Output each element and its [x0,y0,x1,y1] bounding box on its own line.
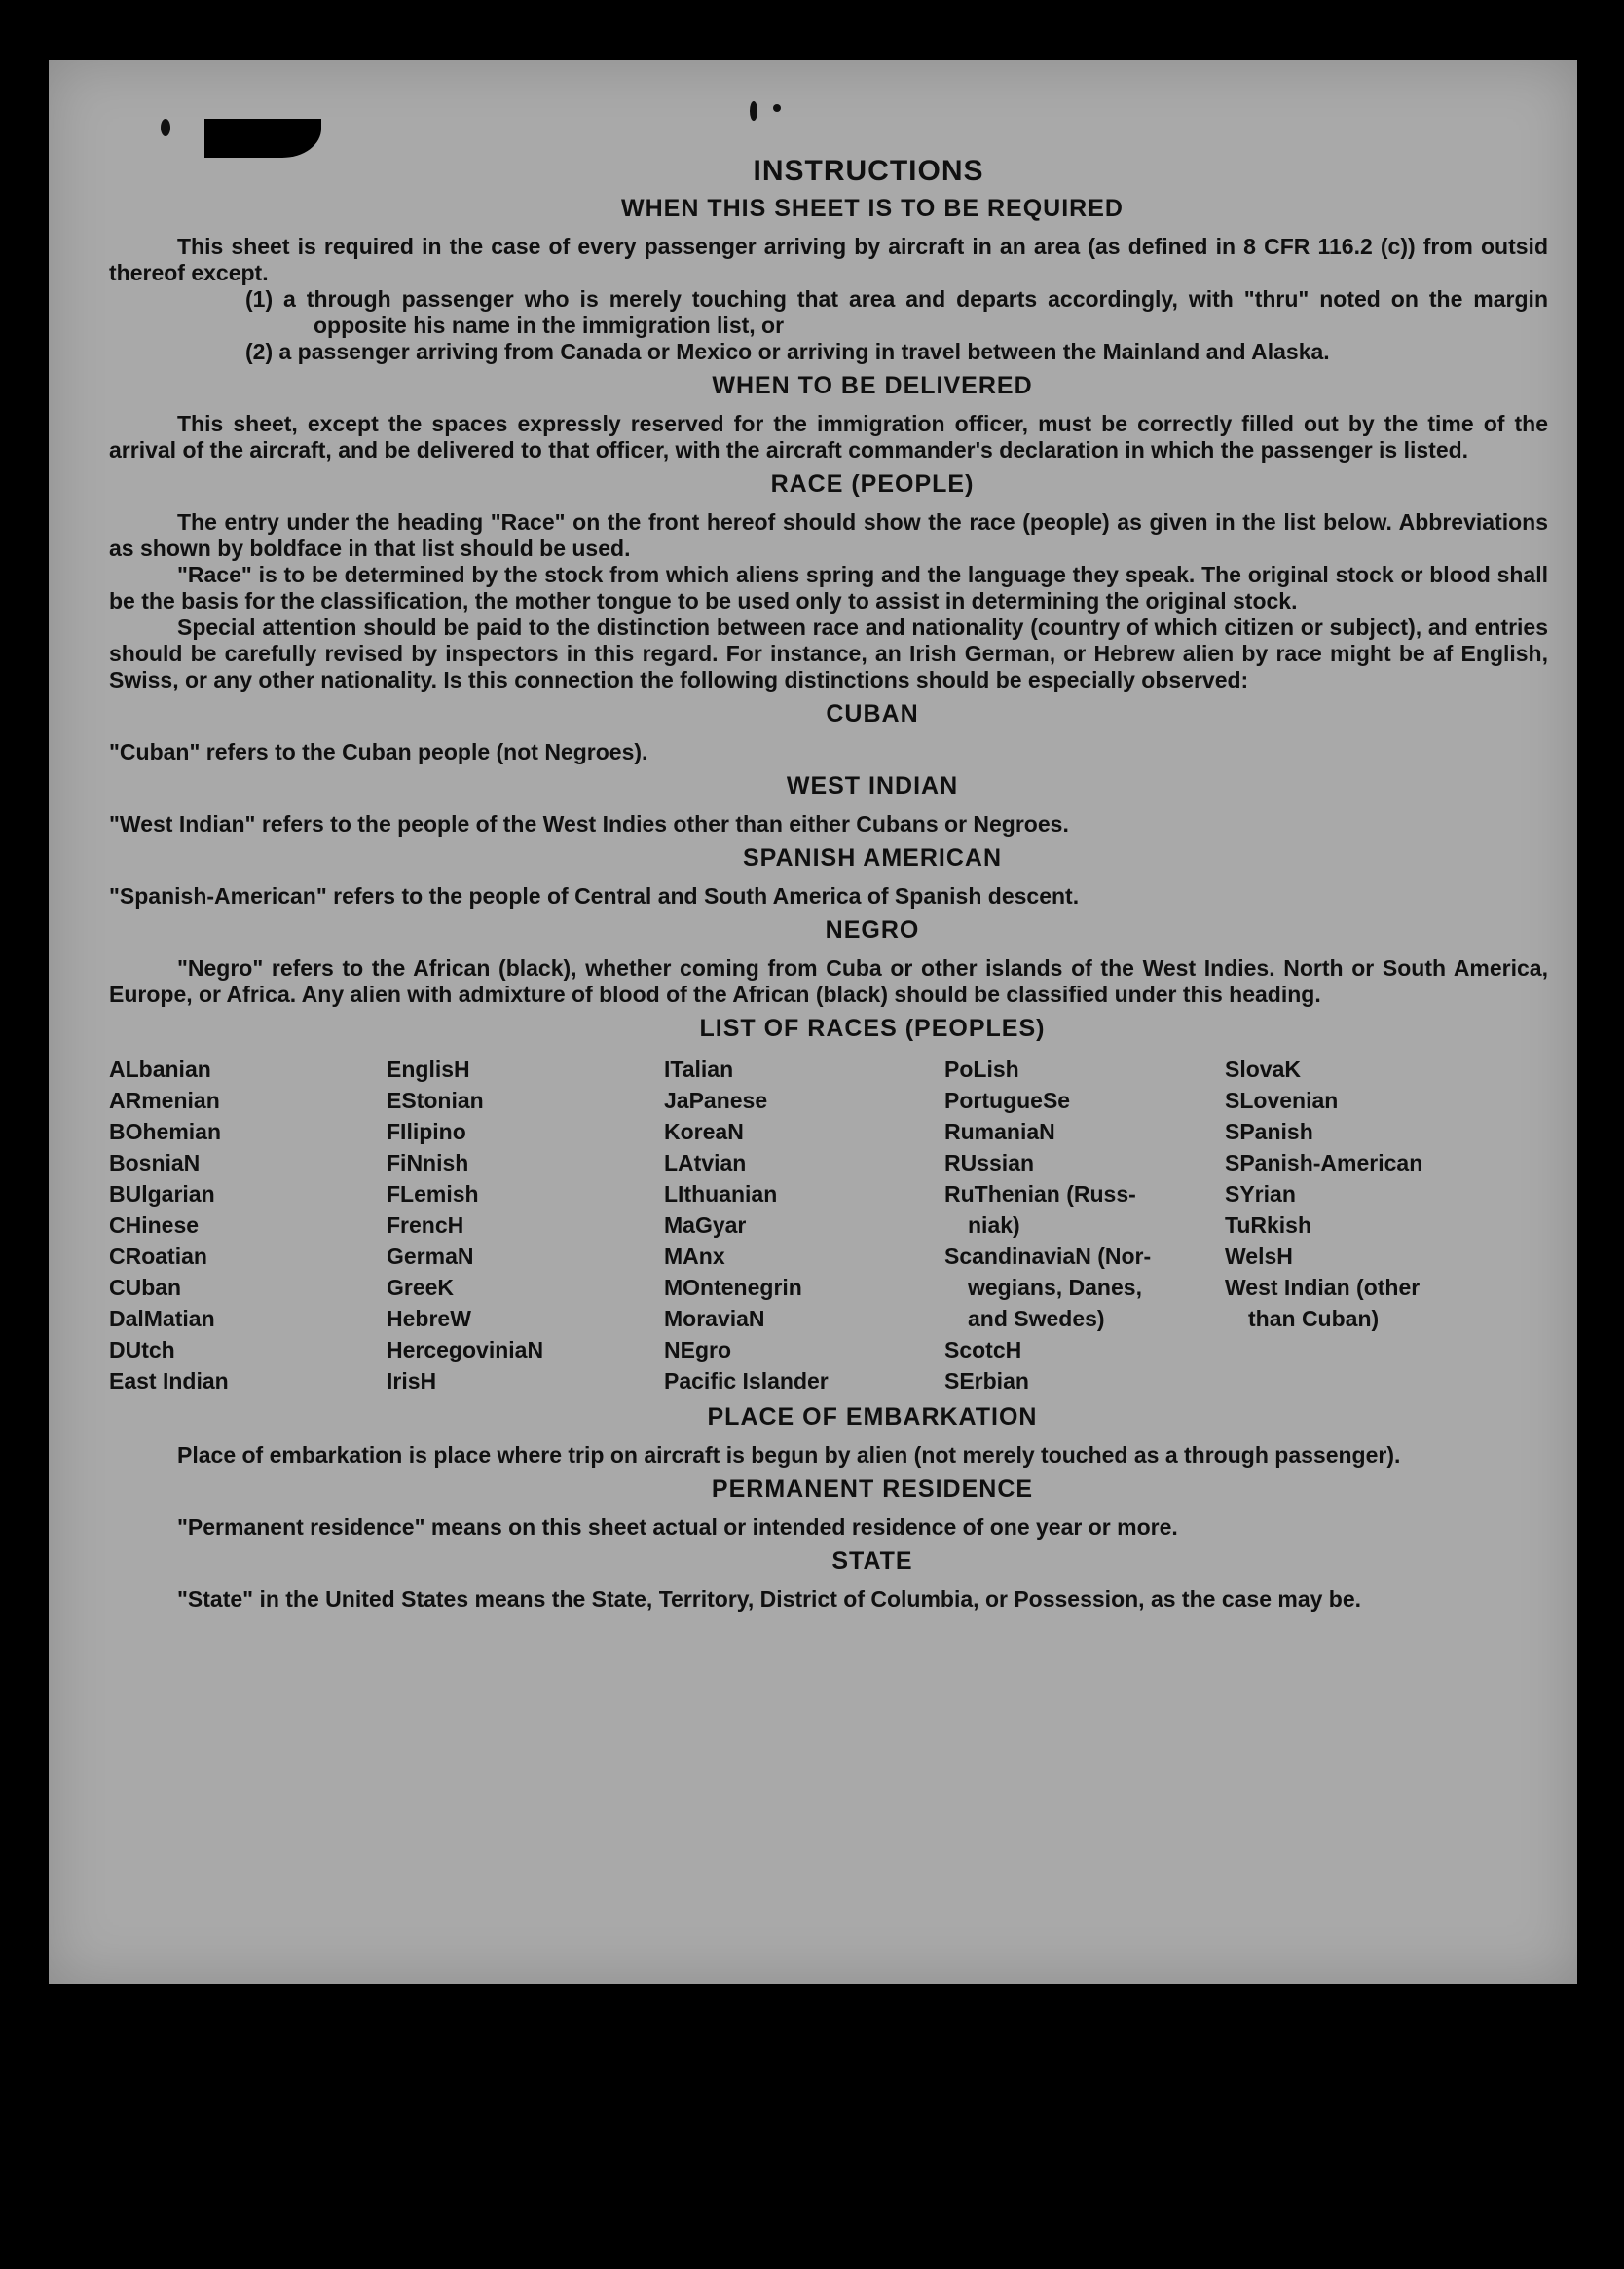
section-heading-cuban: CUBAN [826,700,919,727]
torn-corner [204,119,321,158]
race-entry: Pacific Islander [664,1368,829,1394]
section-heading-embarkation: PLACE OF EMBARKATION [707,1403,1038,1431]
required-intro: This sheet is required in the case of every passenger arriving by aircraft in an area (as defined in 8 CFR 116.2 (c)) from outsid thereof except. [109,234,1548,285]
races-column-5 [1225,1054,1517,1396]
race-paragraph-3: Special attention should be paid to the distinction between race and nationality (country of which citizen or subject), and entries should be carefully revised by inspectors in this regard. For instance, an Irish German, or Hebrew alien by race might be af English, Swiss, or any other nationality. Is this connection the following distinctions should be especially observed: [109,614,1548,692]
races-column-1 [109,1054,387,1396]
west-indian-text: "West Indian" refers to the people of the West Indies other than either Cubans or Negroes. [109,811,1069,837]
race-entry: West Indian (other [1225,1275,1421,1300]
race-entry: BUlgarian [109,1181,215,1207]
race-entry: CUban [109,1275,182,1300]
race-entry: East Indian [109,1368,229,1394]
race-entry: FLemish [387,1181,479,1207]
race-entry: SErbian [944,1368,1029,1394]
race-entry: ScotcH [944,1337,1022,1362]
race-entry: wegians, Danes, [968,1275,1142,1300]
section-heading-race: RACE (PEOPLE) [770,470,975,498]
race-entry: TuRkish [1225,1212,1312,1238]
race-entry: PortugueSe [944,1088,1071,1113]
section-heading-spanish-american: SPANISH AMERICAN [742,844,1002,872]
race-entry: IrisH [387,1368,437,1394]
race-entry: MoraviaN [664,1306,765,1331]
race-entry: SlovaK [1225,1057,1301,1082]
section-heading-delivered: WHEN TO BE DELIVERED [712,372,1033,399]
section-heading-residence: PERMANENT RESIDENCE [711,1475,1034,1503]
race-entry: FIlipino [387,1119,466,1144]
race-entry: EnglisH [387,1057,470,1082]
race-entry: MaGyar [664,1212,747,1238]
state-text: "State" in the United States means the State, Territory, District of Columbia, or Possession, as the case may be. [177,1586,1362,1612]
race-entry: ALbanian [109,1057,211,1082]
races-list [109,1054,1548,1396]
section-heading-state: STATE [831,1547,913,1575]
race-entry: BOhemian [109,1119,222,1144]
required-item-2: (2) a passenger arriving from Canada or Mexico or arriving in travel between the Mainland and Alaska. [245,339,1330,364]
races-column-3 [664,1054,944,1396]
races-column-2 [387,1054,664,1396]
race-entry: CHinese [109,1212,200,1238]
race-entry: niak) [968,1212,1020,1238]
race-entry: RumaniaN [944,1119,1055,1144]
race-entry: DalMatian [109,1306,215,1331]
ink-spot [750,101,757,121]
instructions-content [109,155,1548,1613]
negro-text: "Negro" refers to the African (black), whether coming from Cuba or other islands of the West Indies. North or South America, Europe, or Africa. Any alien with admixture of blood of the African (black) should be classified under this heading. [109,955,1548,1007]
embarkation-text: Place of embarkation is place where trip on aircraft is begun by alien (not merely touched as a through passenger). [177,1442,1401,1468]
race-entry: ARmenian [109,1088,220,1113]
race-entry: FiNnish [387,1150,469,1175]
race-entry: WelsH [1225,1244,1293,1269]
race-entry: DUtch [109,1337,175,1362]
race-paragraph-1: The entry under the heading "Race" on the front hereof should show the race (people) as given in the list below. Abbreviations as shown by boldface in that list should be used. [109,509,1548,561]
race-entry: ScandinaviaN (Nor- [944,1244,1152,1269]
race-entry: MAnx [664,1244,725,1269]
races-column-4 [944,1054,1225,1396]
race-entry: than Cuban) [1248,1306,1380,1331]
race-entry: RUssian [944,1150,1035,1175]
spanish-american-text: "Spanish-American" refers to the people of Central and South America of Spanish descent. [109,883,1080,909]
race-entry: LIthuanian [664,1181,778,1207]
race-entry: KoreaN [664,1119,744,1144]
section-heading-west-indian: WEST INDIAN [786,772,959,800]
section-heading-list-of-races: LIST OF RACES (PEOPLES) [699,1015,1046,1042]
required-item-1: (1) a through passenger who is merely touching that area and departs accordingly, with "thru" noted on the margin opposite his name in the immigration list, or [245,286,1548,338]
race-entry: LAtvian [664,1150,747,1175]
race-entry: NEgro [664,1337,731,1362]
race-entry: JaPanese [664,1088,768,1113]
race-entry: and Swedes) [968,1306,1105,1331]
race-entry: SLovenian [1225,1088,1339,1113]
race-entry: PoLish [944,1057,1019,1082]
race-entry: BosniaN [109,1150,201,1175]
cuban-text: "Cuban" refers to the Cuban people (not Negroes). [109,739,648,764]
race-entry: RuThenian (Russ- [944,1181,1136,1207]
document-sheet [49,60,1577,1984]
residence-text: "Permanent residence" means on this sheet actual or intended residence of one year or more. [177,1514,1178,1540]
delivered-text: This sheet, except the spaces expressly reserved for the immigration officer, must be correctly filled out by the time of the arrival of the aircraft, and be delivered to that officer, with the aircraft commander's declaration in which the passenger is listed. [109,411,1548,463]
race-entry: FrencH [387,1212,464,1238]
race-entry: SYrian [1225,1181,1296,1207]
race-entry: ITalian [664,1057,734,1082]
ink-spot [773,104,781,112]
race-entry: GermaN [387,1244,474,1269]
race-entry: HercegoviniaN [387,1337,544,1362]
race-entry: CRoatian [109,1244,207,1269]
race-entry: MOntenegrin [664,1275,802,1300]
section-heading-negro: NEGRO [825,916,920,944]
race-paragraph-2: "Race" is to be determined by the stock from which aliens spring and the language they speak. The original stock or blood shall be the basis for the classification, the mother tongue to be used only to assist in determining the original stock. [109,562,1548,614]
race-entry: SPanish [1225,1119,1313,1144]
race-entry: HebreW [387,1306,471,1331]
race-entry: GreeK [387,1275,455,1300]
race-entry: EStonian [387,1088,484,1113]
race-entry: SPanish-American [1225,1150,1423,1175]
ink-spot [161,119,170,136]
page-title: INSTRUCTIONS [753,155,984,187]
section-heading-required: WHEN THIS SHEET IS TO BE REQUIRED [621,195,1124,222]
